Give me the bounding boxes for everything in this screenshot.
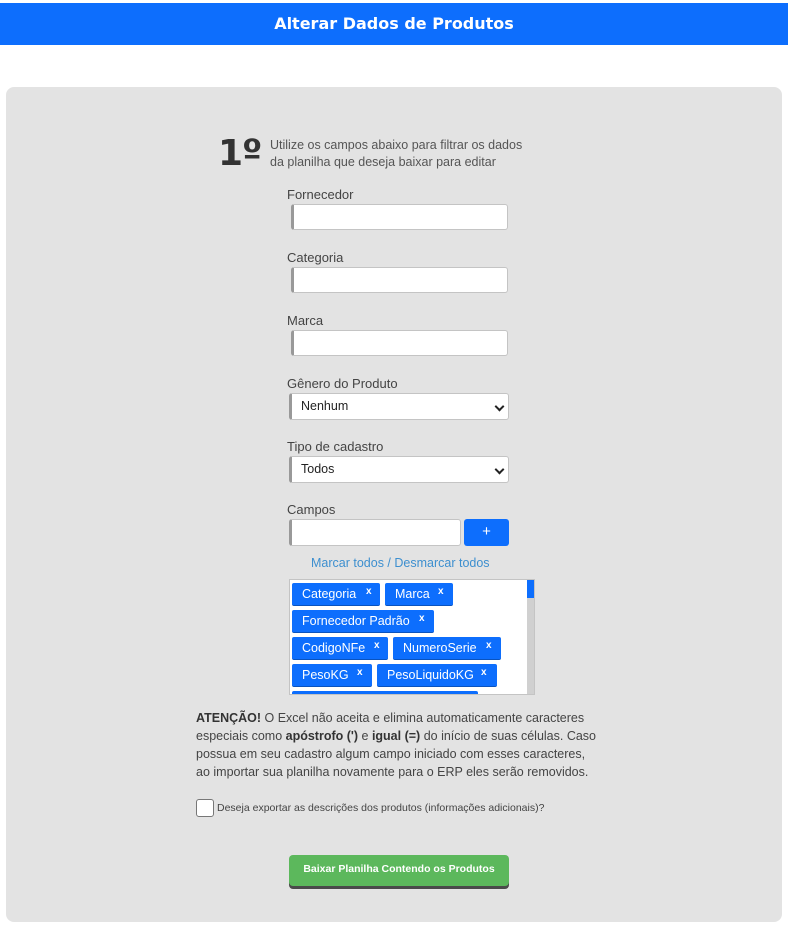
genero-label: Gênero do Produto [287, 376, 398, 391]
genero-select[interactable] [289, 393, 509, 420]
tag-label: PesoLiquidoKG [387, 668, 474, 682]
export-descriptions-label[interactable]: Deseja exportar as descrições dos produtos (informações adicionais)? [217, 802, 545, 814]
tag-fornecedor-padrao [292, 610, 434, 633]
link-separator: / [383, 556, 395, 570]
warning-title: ATENÇÃO! [196, 711, 262, 725]
categoria-label: Categoria [287, 250, 344, 265]
tag-label: NumeroSerie [403, 641, 477, 655]
tag-label: PesoKG [302, 668, 349, 682]
marca-input[interactable] [291, 330, 508, 356]
unmark-all-link[interactable]: Desmarcar todos [394, 556, 490, 570]
mark-links [311, 556, 490, 570]
fornecedor-label: Fornecedor [287, 187, 354, 202]
tag-categoria [292, 583, 380, 606]
tipo-cadastro-selected-value: Todos [301, 462, 335, 476]
tag-label: Marca [395, 587, 430, 601]
tag-pesokg [292, 664, 372, 687]
scroll-thumb[interactable] [527, 580, 534, 598]
tipo-cadastro-label: Tipo de cadastro [287, 439, 384, 454]
warning-emphasis: apóstrofo (') [285, 729, 359, 743]
warning-part: O Excel não aceita e elimina automaticamente caracteres especiais como [196, 711, 585, 743]
warning-emphasis: igual (=) [371, 729, 421, 743]
fornecedor-input[interactable] [291, 204, 508, 230]
tag-marca [385, 583, 453, 606]
tag-partial [292, 691, 478, 695]
tipo-cadastro-select[interactable] [289, 456, 509, 483]
download-spreadsheet-button[interactable]: Baixar Planilha Contendo os Produtos [289, 855, 509, 886]
warning-part: e [358, 729, 372, 743]
page-header [0, 3, 788, 45]
genero-selected-value: Nenhum [301, 399, 349, 413]
add-campo-button[interactable]: + [464, 519, 509, 546]
tag-remove-icon[interactable]: x [366, 586, 372, 597]
selected-fields-box[interactable] [289, 579, 535, 695]
campos-input[interactable] [289, 519, 461, 546]
tag-pesoliquidokg [377, 664, 497, 687]
tag-remove-icon[interactable]: x [486, 640, 492, 651]
scrollbar[interactable] [527, 580, 534, 694]
campos-label: Campos [287, 502, 336, 517]
tag-codigonfe [292, 637, 388, 660]
tag-remove-icon[interactable]: x [357, 667, 363, 678]
tag-remove-icon[interactable]: x [438, 586, 444, 597]
warning-part: do início de suas células. Caso possua em seu cadastro algum campo iniciado com esses caracteres, ao importar sua planilha novamente para o ERP eles serão removidos. [196, 729, 597, 779]
page-title: Alterar Dados de Produtos [274, 14, 514, 33]
chevron-down-icon [495, 465, 505, 475]
step-number: 1º [218, 133, 262, 174]
chevron-down-icon [495, 402, 505, 412]
mark-all-link[interactable]: Marcar todos [311, 556, 384, 570]
tag-numeroserie [393, 637, 501, 660]
tag-label: CodigoNFe [302, 641, 366, 655]
tag-remove-icon[interactable]: x [419, 613, 425, 624]
marca-label: Marca [287, 313, 324, 328]
tag-remove-icon[interactable]: x [481, 667, 487, 678]
export-descriptions-checkbox[interactable] [196, 799, 214, 817]
tag-label: Categoria [302, 587, 357, 601]
categoria-input[interactable] [291, 267, 508, 293]
warning-text [196, 709, 596, 781]
step-instructions: Utilize os campos abaixo para filtrar os dados da planilha que deseja baixar para editar [270, 138, 523, 169]
tag-label: Fornecedor Padrão [302, 614, 410, 628]
tag-remove-icon[interactable]: x [374, 640, 380, 651]
